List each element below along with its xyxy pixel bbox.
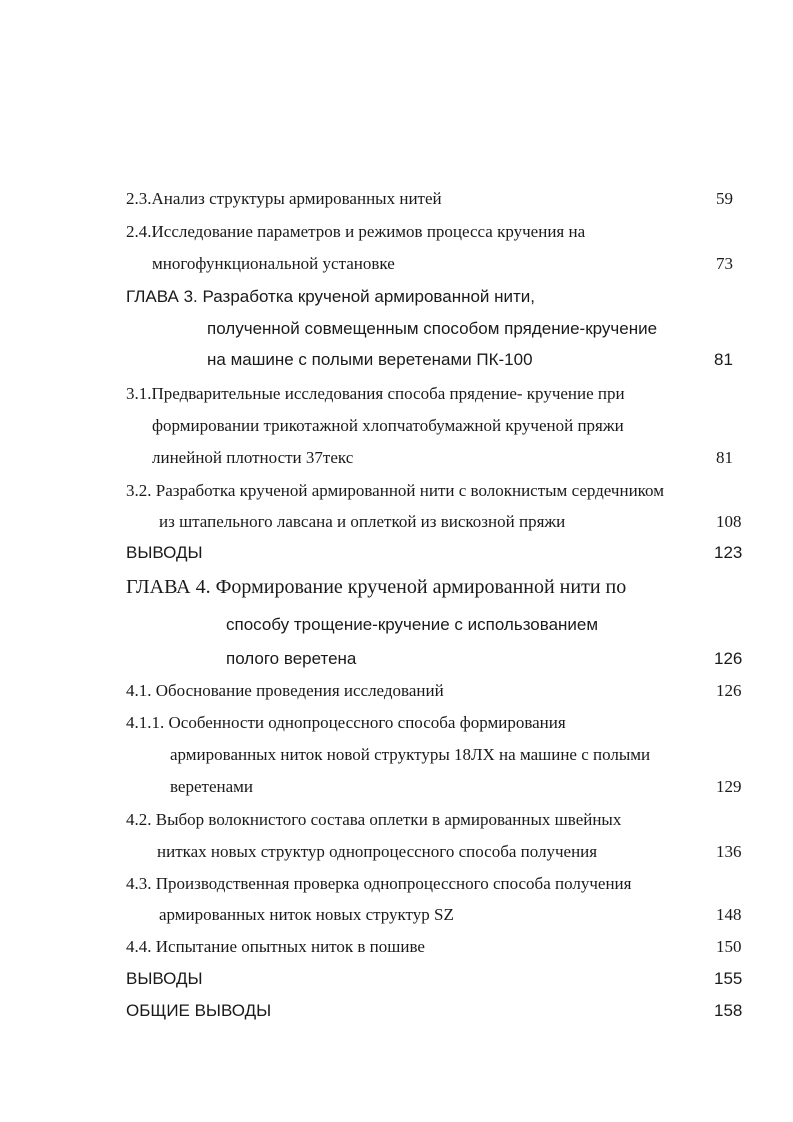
toc-entry-3-1-cont: формировании трикотажной хлопчатобумажной крученой пряжи [152, 416, 624, 435]
toc-page-number: 126 [714, 649, 743, 668]
toc-entry-3-2-cont: из штапельного лавсана и оплеткой из вискозной пряжи [159, 512, 566, 531]
toc-page-number: 73 [716, 254, 733, 273]
toc-page-number: 158 [714, 1001, 743, 1020]
toc-conclusions-ch3: ВЫВОДЫ [126, 543, 203, 562]
toc-entry-4-1-1-cont: веретенами [170, 777, 253, 796]
toc-page-number: 155 [714, 969, 743, 988]
toc-entry-3-1: 3.1.Предварительные исследования способа прядение- кручение при [126, 384, 625, 403]
toc-entry-3-2: 3.2. Разработка крученой армированной нити с волокнистым сердечником [126, 481, 664, 500]
toc-entry-4-2-cont: нитках новых структур однопроцессного способа получения [157, 842, 598, 861]
toc-entry-4-1-1-cont: армированных ниток новой структуры 18ЛХ на машине с полыми [170, 745, 651, 764]
toc-page-number: 108 [716, 512, 742, 531]
toc-page-number: 126 [716, 681, 742, 700]
toc-chapter-4-cont: полого веретена [226, 649, 357, 668]
toc-page-number: 81 [716, 448, 733, 467]
toc-entry-4-3-cont: армированных ниток новых структур SZ [159, 905, 454, 924]
toc-entry-4-2: 4.2. Выбор волокнистого состава оплетки в армированных швейных [126, 810, 622, 829]
toc-entry-2-4-cont: многофункциональной установке [152, 254, 395, 273]
toc-page-number: 59 [716, 189, 733, 208]
toc-page-number: 150 [716, 937, 742, 956]
toc-entry-2-4: 2.4.Исследование параметров и режимов процесса кручения на [126, 222, 586, 241]
toc-entry-4-1: 4.1. Обоснование проведения исследований [126, 681, 444, 700]
toc-conclusions-ch4: ВЫВОДЫ [126, 969, 203, 988]
toc-entry-4-3: 4.3. Производственная проверка однопроцессного способа получения [126, 874, 632, 893]
toc-page-number: 81 [714, 350, 733, 369]
toc-page-number: 123 [714, 543, 743, 562]
toc-entry-2-3: 2.3.Анализ структуры армированных нитей [126, 189, 442, 208]
toc-general-conclusions: ОБЩИЕ ВЫВОДЫ [126, 1001, 272, 1020]
toc-page-number: 136 [716, 842, 742, 861]
toc-page-number: 129 [716, 777, 742, 796]
toc-chapter-4-cont: способу трощение-кручение с использованием [226, 615, 599, 634]
toc-entry-3-1-cont: линейной плотности 37текс [152, 448, 354, 467]
toc-entry-4-1-1: 4.1.1. Особенности однопроцессного способа формирования [126, 713, 566, 732]
toc-chapter-4: ГЛАВА 4. Формирование крученой армированной нити по [126, 576, 627, 598]
toc-chapter-3: ГЛАВА 3. Разработка крученой армированной нити, [126, 287, 536, 306]
toc-chapter-3-cont: на машине с полыми веретенами ПК-100 [207, 350, 533, 369]
toc-chapter-3-cont: полученной совмещенным способом прядение-кручение [207, 319, 658, 338]
toc-entry-4-4: 4.4. Испытание опытных ниток в пошиве [126, 937, 425, 956]
toc-page-number: 148 [716, 905, 742, 924]
